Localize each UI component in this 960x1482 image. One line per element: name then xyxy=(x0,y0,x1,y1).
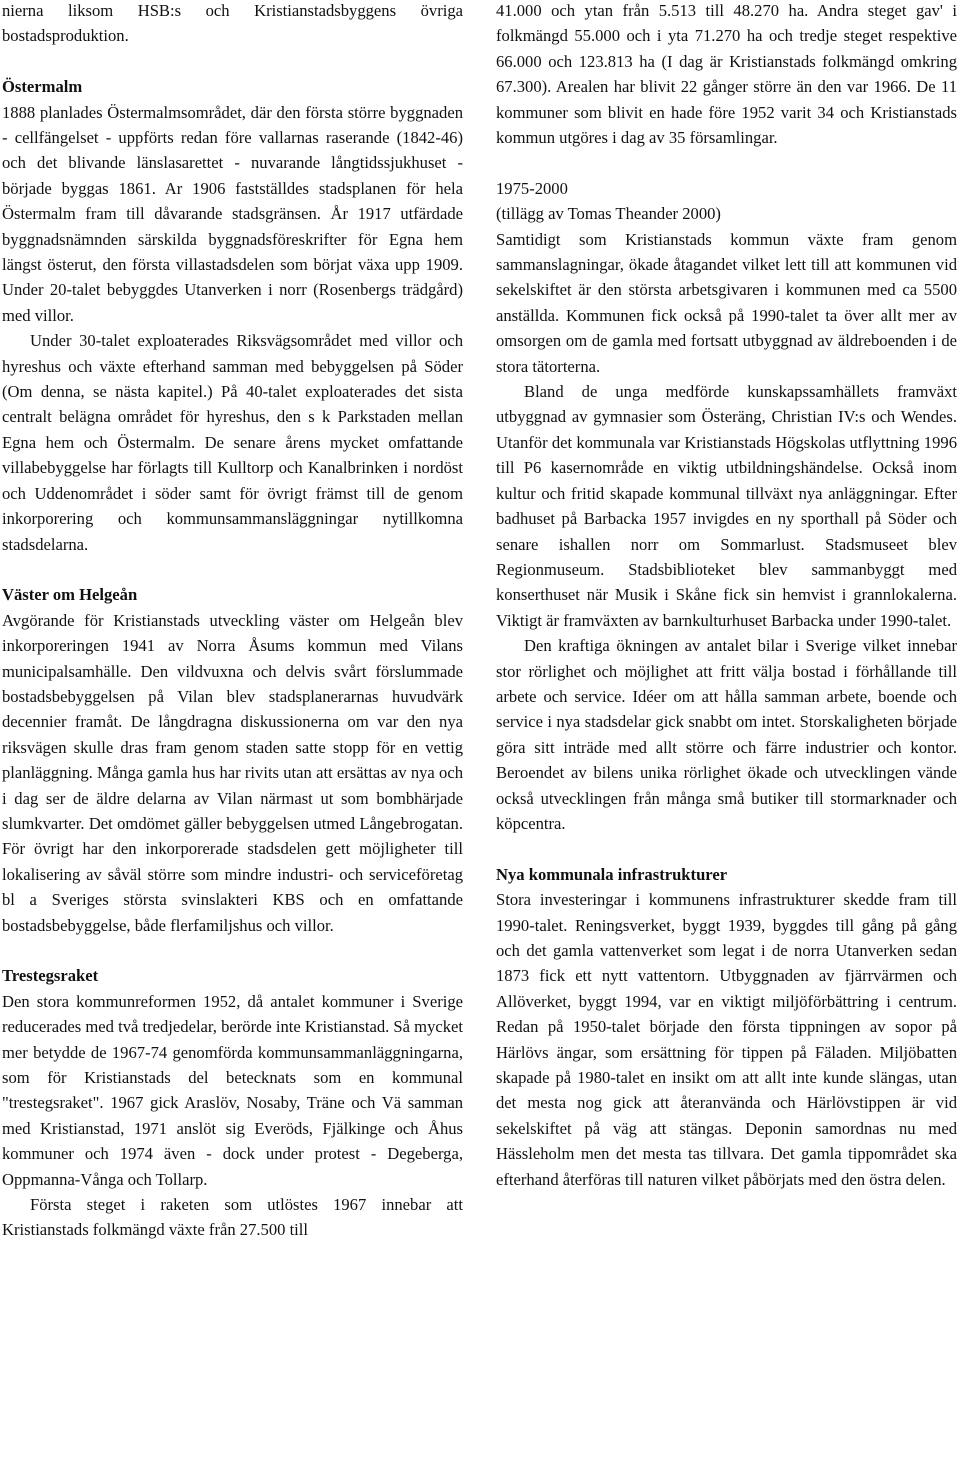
period-paragraph-3: Den kraftiga ökningen av antalet bilar i Sverige vilket innebar stor rörlighet och möjlighet att fritt välja bostad i förhållande till arbete och service. Idéer om att hålla samman arbete, boende och service i nya stadsdelar gick snabbt om intet. Storskaligheten började göra sitt inträde med allt större och färre industrier och kontor. Beroendet av bilens unika rörlighet ökade och utvecklingen vände också utvecklingen från många små butiker till stormarknader och köpcentra. xyxy=(496,636,957,833)
vaster-paragraph-1: Avgörande för Kristianstads utveckling väster om Helgeån blev inkorporeringen 1941 av Norra Åsums kommun med Vilans municipalsamhälle. Den vildvuxna och delvis svårt förslummade bostadsbebyggelsen på Vilan blev stadsplanerarnas huvudvärk decennier framåt. De långdragna diskussionerna om var den nya riksvägen skulle dras fram genom staden satte stopp för en vettig planläggning. Många gamla hus har rivits utan att ersättas av nya och i dag ser de äldre delarna av Vilan närmast ut som bombhärjade slumkvarter. Det omdömet gäller bebyggelsen utmed Långebrogatan. För övrigt har den inkorporerade stadsdelen gett möjligheter till lokalisering av såväl större som mindre industri- och serviceföretag bl a Sveriges största svinslakteri KBS och en omfattande bostadsbebyggelse, både flerfamiljshus och villor. xyxy=(2,610,463,935)
period-subheading: (tillägg av Tomas Theander 2000) xyxy=(496,204,721,224)
heading-1975-2000: 1975-2000 xyxy=(496,178,568,198)
heading-ostermalm: Östermalm xyxy=(2,77,83,97)
heading-nya-kommunala-infrastrukturer: Nya kommunala infrastrukturer xyxy=(496,864,728,884)
period-paragraph-2: Bland de unga medförde kunskapssamhällets framväxt utbyggnad av gymnasier som Österäng, Christian IV:s och Wendes. Utanför det kommunala var Kristianstads Högskolas utflyttning 1996 till P6 kasernområde en viktig utbildningshändelse. Också inom kultur och fritid skapade kommunal tillväxt nya anläggningar. Efter badhuset på Barbacka 1957 invigdes en ny sporthall på Söder och senare ishallen norr om Sommarlust. Stadsmuseet blev Regionmuseum. Stadsbiblioteket blev sammanbyggt med konserthuset när Musik i Skåne fick sin hemvist i grannlokalerna. Viktigt är framväxten av barnkulturhuset Barbacka under 1990-talet. xyxy=(496,382,957,630)
ostermalm-paragraph-1: 1888 planlades Östermalmsområdet, där den första större byggnaden - cellfängelset - uppförts redan före vallarnas raserande (1842-46) och det blivande länslasarettet - nuvarande långtidssjukhuset - började byggas 1861. Ar 1906 fastställdes stadsplanen för hela Östermalm fram till dåvarande stadsgränsen. År 1917 utfärdade byggnadsnämnden särskilda byggnadsföreskrifter för Egna hem längst österut, den första villastadsdelen som börjat växa upp 1909. Under 20-talet bebyggdes Utanverken i norr (Rosenbergs trädgård) med villor. xyxy=(2,102,463,325)
ostermalm-paragraph-2: Under 30-talet exploaterades Riksvägsområdet med villor och hyreshus och växte efterhand samman med bebyggelsen på Söder (Om denna, se nästa kapitel.) På 40-talet exploaterades det sista centralt belägna området för hyreshus, den s k Parkstaden mellan Egna hem och Östermalm. De senare årens mycket omfattande villabebyggelse har förlagts till Kulltorp och Kanalbrinken i nordöst och Uddenområdet i söder samt för övrigt främst till de genom inkorporering och kommunsammansläggningar nytillkomna stadsdelarna. xyxy=(2,331,463,554)
continuation-paragraph: 41.000 och ytan från 5.513 till 48.270 ha. Andra steget gav' i folkmängd 55.000 och i yta 71.270 ha och tredje steget respektive 66.000 och 123.813 ha (I dag är Kristianstads folkmängd omkring 67.300). Arealen har blivit 22 gånger större än den var 1966. De 11 kommuner som blivit en hade före 1952 varit 34 och Kristianstads kommun utgöres i dag av 35 församlingar. xyxy=(496,1,957,148)
heading-trestegsraket: Trestegsraket xyxy=(2,966,99,986)
right-column xyxy=(496,0,957,1192)
period-paragraph-1: Samtidigt som Kristianstads kommun växte fram genom sammanslagningar, ökade åtagandet vilket lett till att kommunen vid sekelskiftet är den största arbetsgivaren i kommunen med ca 5500 anställda. Kommunen fick också på 1990-talet ta över allt mer av omsorgen om de gamla med fortsatt utbyggnad av äldreboenden i de stora tätorterna. xyxy=(496,229,957,376)
trestegsraket-paragraph-2: Första steget i raketen som utlöstes 1967 innebar att Kristianstads folkmängd växte från 27.500 till xyxy=(2,1195,463,1240)
intro-paragraph: nierna liksom HSB:s och Kristianstadsbyggens övriga bostadsproduktion. xyxy=(2,1,463,46)
trestegsraket-paragraph-1: Den stora kommunreformen 1952, då antalet kommuner i Sverige reducerades med två tredjedelar, berörde inte Kristianstad. Så mycket mer betydde de 1967-74 genomförda kommunsammanläggningarna, som för Kristianstads del betecknats som en kommunal "trestegsraket". 1967 gick Araslöv, Nosaby, Träne och Vä samman med Kristianstad, 1971 anslöt sig Everöds, Fjälkinge och Åhus kommuner och 1974 även - dock under protest - Degeberga, Oppmanna-Vånga och Tollarp. xyxy=(2,991,464,1189)
left-column xyxy=(2,0,463,1243)
heading-vaster-om-helgean: Väster om Helgeån xyxy=(2,585,138,605)
infra-paragraph-1: Stora investeringar i kommunens infrastrukturer skedde fram till 1990-talet. Reningsverket, byggt 1939, byggdes till gång på gång och det gamla vattenverket som legat i de norra Utanverken sedan 1873 fick ett nytt vattentorn. Utbyggnaden av fjärrvärmen och Allöverket, byggt 1994, var en viktigt miljöförbättring i centrum. Redan på 1950-talet började den första tippningen av sopor på Härlövs ängar, som ersättning för tippen på Fäladen. Miljöbatten skapade på 1980-talet en insikt om att allt inte kunde slängas, utan det mesta nog gick att återanvända och Härlövstippen är vid sekelskiftet på väg att stängas. Deponin samordnas nu med Hässleholm men det mesta tas tillvara. Det gamla tippområdet ska efterhand återföras till naturen vilket påbörjats med den östra delen. xyxy=(496,890,957,1189)
